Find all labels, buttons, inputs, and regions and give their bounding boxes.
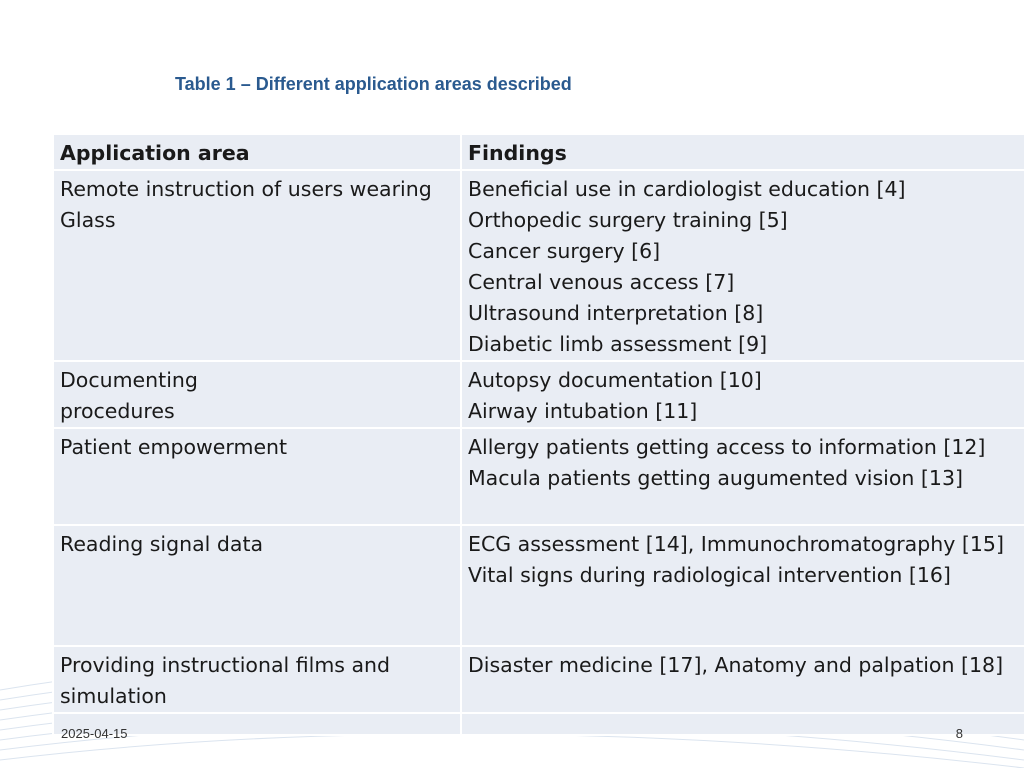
finding-line: Central venous access [7] [468, 270, 735, 294]
finding-line: Cancer surgery [6] [468, 239, 661, 263]
finding-line: Diabetic limb assessment [9] [468, 332, 768, 356]
table-row [53, 428, 1024, 525]
header-application-area: Application area [53, 134, 461, 170]
empty-cell [461, 713, 1024, 735]
finding-line: Orthopedic surgery training [5] [468, 208, 788, 232]
finding-line: Autopsy documentation [10] [468, 368, 762, 392]
table-row [53, 646, 1024, 713]
table-caption: Table 1 – Different application areas described [175, 74, 572, 94]
findings-cell [461, 170, 1024, 361]
application-area-cell [53, 170, 461, 361]
application-area-cell [53, 361, 461, 428]
table-row-empty [53, 713, 1024, 735]
application-area-text: Providing instructional films and simulation [60, 653, 391, 708]
findings-cell [461, 646, 1024, 713]
findings-cell [461, 361, 1024, 428]
findings-cell [461, 525, 1024, 646]
application-area-text: Patient empowerment [60, 435, 288, 459]
finding-line: ECG assessment [14], Immunochromatography [15] [468, 532, 1004, 556]
application-area-cell [53, 646, 461, 713]
finding-line: Ultrasound interpretation [8] [468, 301, 764, 325]
finding-line: Macula patients getting augumented vision [13] [468, 466, 964, 490]
application-area-text: Reading signal data [60, 532, 264, 556]
footer-date: 2025-04-15 [61, 726, 128, 741]
findings-cell [461, 428, 1024, 525]
finding-line: Beneficial use in cardiologist education [4] [468, 177, 906, 201]
finding-line: Disaster medicine [17], Anatomy and palpation [18] [468, 653, 1004, 677]
finding-line: Airway intubation [11] [468, 399, 698, 423]
table-row [53, 361, 1024, 428]
header-findings: Findings [461, 134, 1024, 170]
finding-line: Allergy patients getting access to information [12] [468, 435, 986, 459]
page-number: 8 [955, 726, 963, 741]
table-row [53, 525, 1024, 646]
table-header-row [53, 134, 1024, 170]
table-row [53, 170, 1024, 361]
application-area-text: Documenting procedures [60, 368, 198, 423]
application-area-cell [53, 428, 461, 525]
application-area-cell [53, 525, 461, 646]
application-areas-table [52, 133, 1024, 736]
application-area-text: Remote instruction of users wearing Glass [60, 177, 432, 232]
finding-line: Vital signs during radiological intervention [16] [468, 563, 951, 587]
